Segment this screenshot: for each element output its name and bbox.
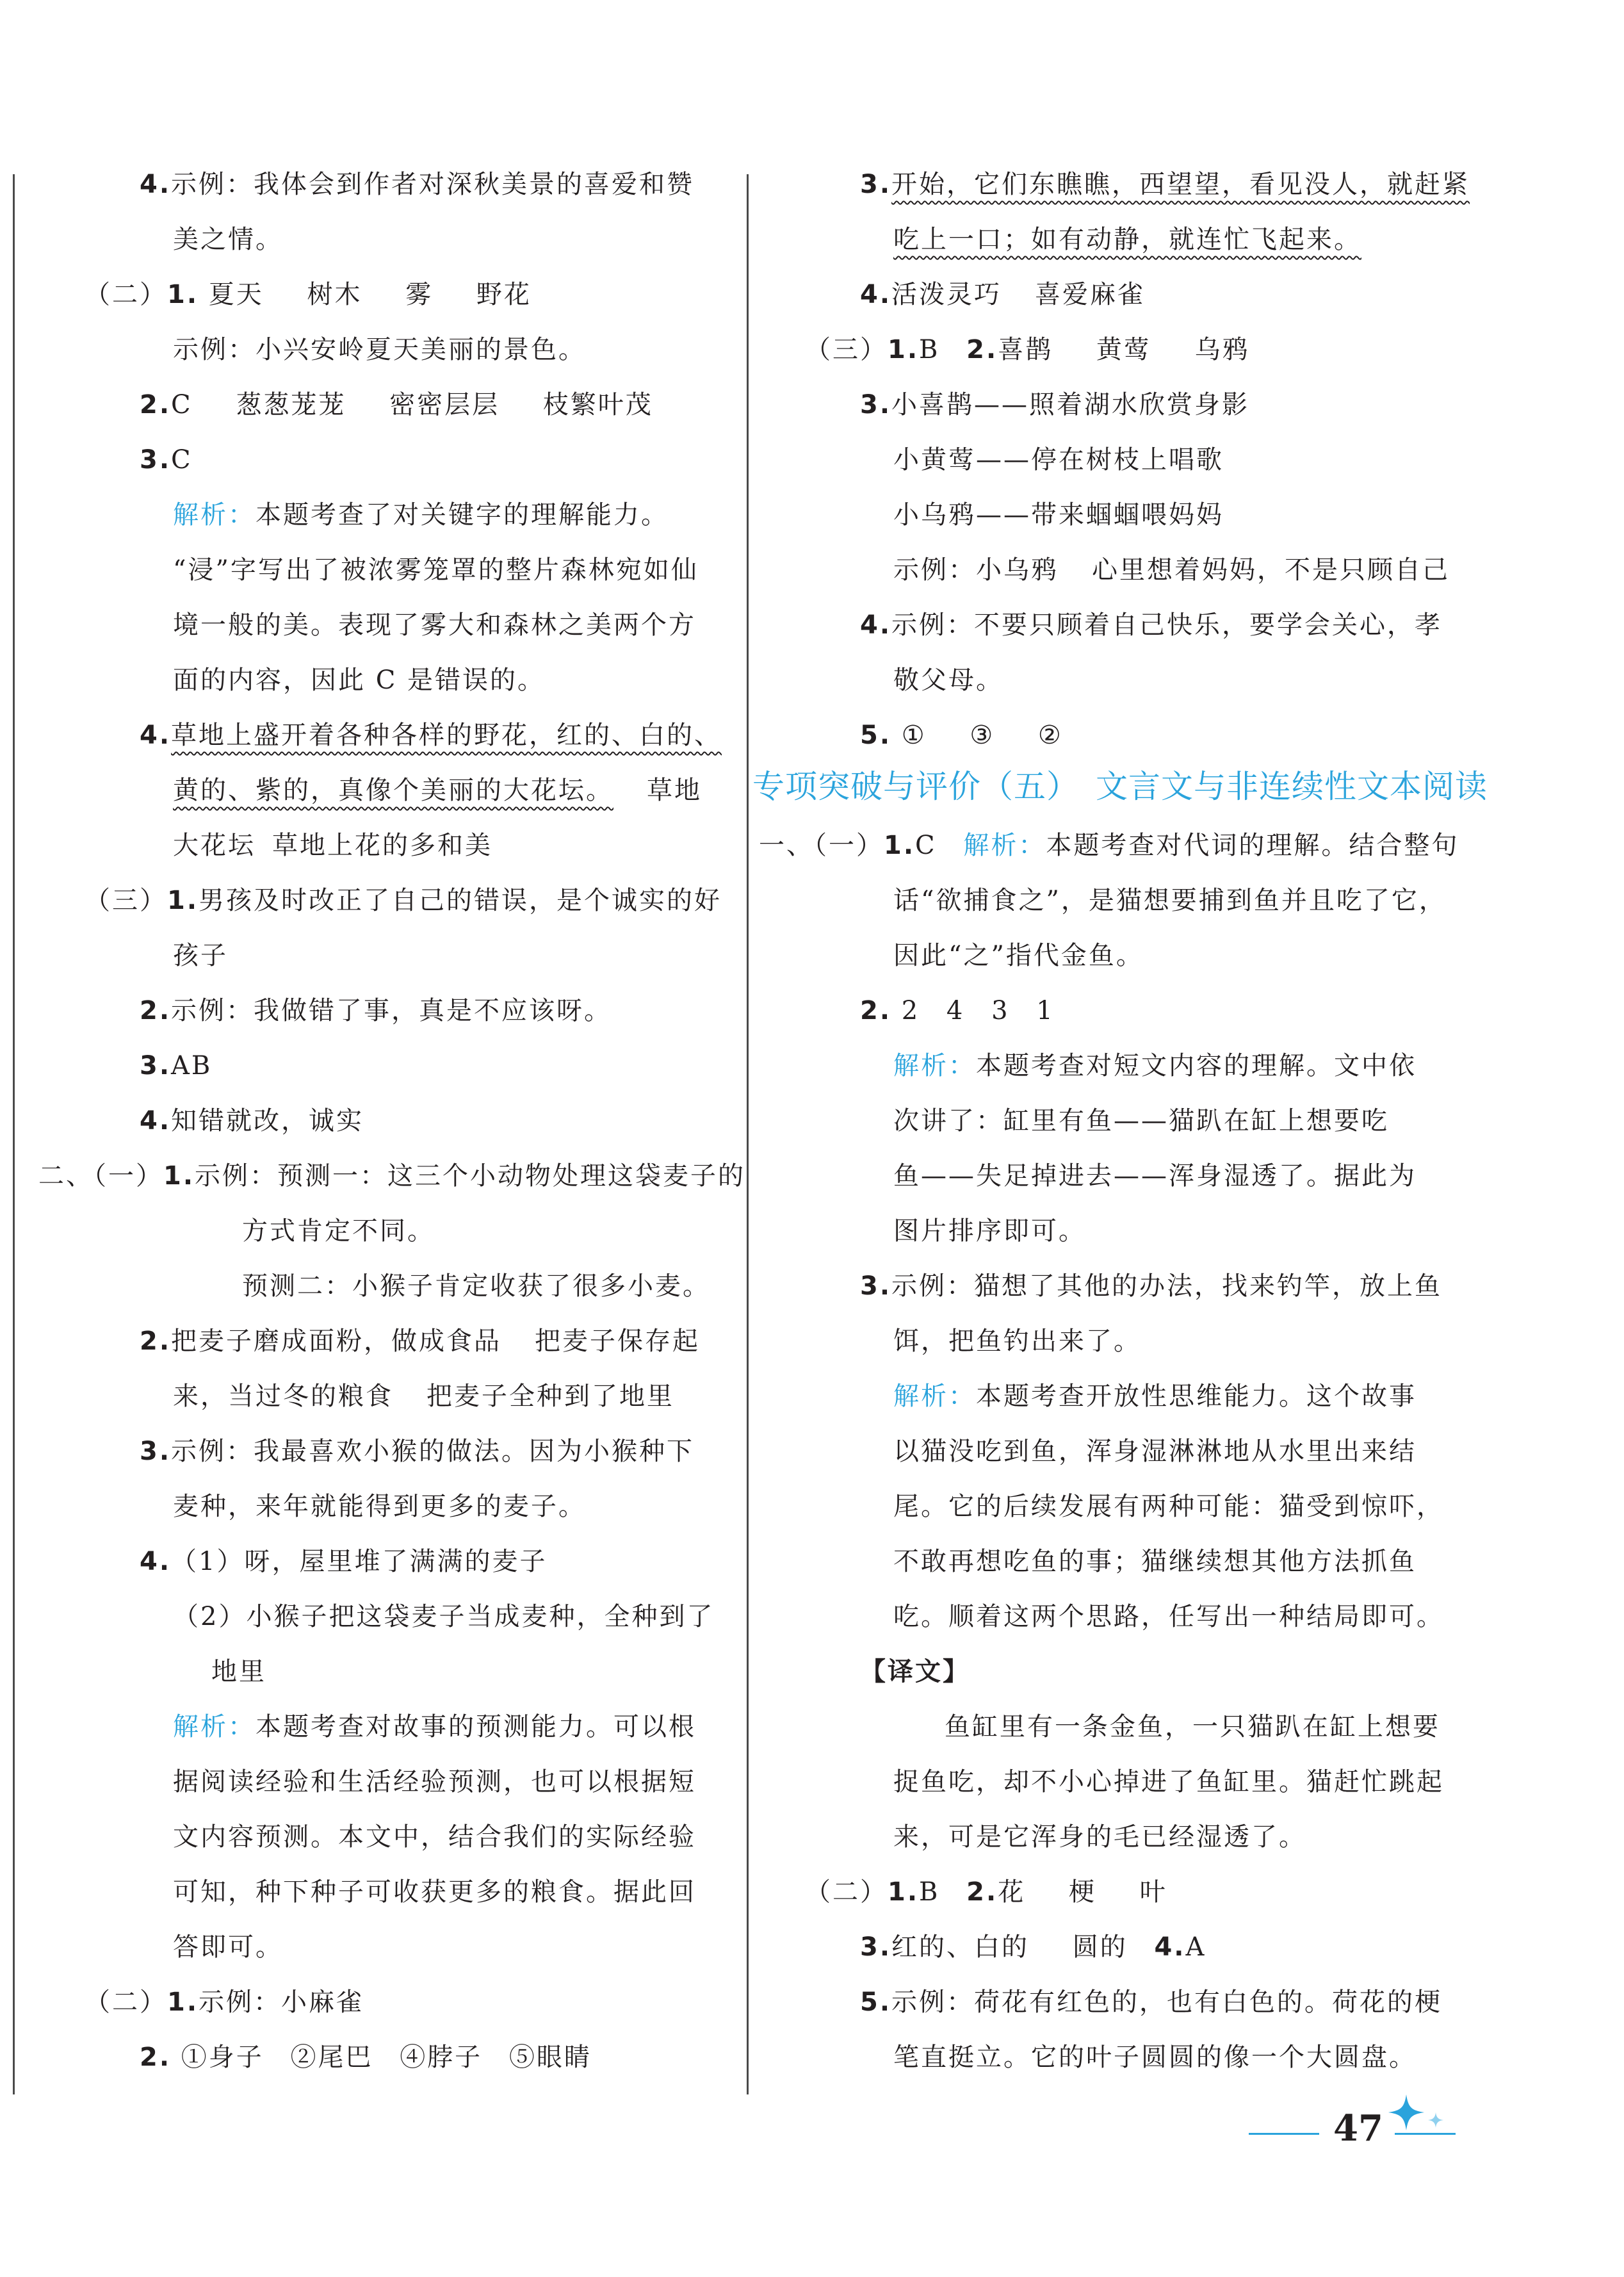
section-title: 专项突破与评价（五） 文言文与非连续性文本阅读 [752, 768, 1488, 805]
analysis-r-part1-3-line-1: 解析：本题考查开放性思维能力。这个故事 [893, 1382, 1417, 1411]
left-margin-rule [13, 174, 15, 2094]
answer-part2-3-line-2: 麦种，来年就能得到更多的麦子。 [173, 1492, 586, 1521]
answer-3-3: 3.AB [140, 1051, 213, 1081]
analysis-part2-4-line-2: 据阅读经验和生活经验预测，也可以根据短 [173, 1767, 696, 1797]
analysis-label: 解析： [963, 831, 1046, 860]
answer-2-4-line-1: 4.草地上盛开着各种各样的野花，红的、白的、 [140, 721, 722, 750]
analysis-r-part1-2-line-2: 次讲了：缸里有鱼——猫趴在缸上想要吃 [893, 1106, 1389, 1136]
answer-2-4-line-2: 黄的、紫的，真像个美丽的大花坛。 草地 [173, 776, 702, 805]
analysis-part2-4-line-5: 答即可。 [173, 1932, 283, 1962]
answer-part2-1: 二、（一）1.示例：预测一：这三个小动物处理这袋麦子的 [38, 1161, 746, 1191]
answer-2-4-line-3: 大花坛 草地上花的多和美 [173, 831, 492, 860]
sparkle-icon [1383, 2093, 1454, 2132]
footer-line-right [1395, 2133, 1456, 2135]
answer-part2b-2: 2. ①身子 ②尾巴 ④脖子 ⑤眼睛 [140, 2043, 592, 2072]
answer-r-4: 4.活泼灵巧 喜爱麻雀 [860, 280, 1146, 309]
analysis-label: 解析： [173, 1712, 256, 1742]
answer-r-p3-3-line-3: 小乌鸦——带来蝈蝈喂妈妈 [893, 500, 1224, 530]
answer-4-line: 4.示例：我体会到作者对深秋美景的喜爱和赞 [140, 170, 695, 199]
answer-r-p3-4-line-2: 敬父母。 [893, 665, 1003, 695]
answer-part2-1-line-2: 方式肯定不同。 [242, 1216, 435, 1246]
answer-r-p3-1: （三）1.B 2.喜鹊 黄莺 乌鸦 [805, 335, 1250, 364]
analysis-r-part1-3-line-4: 不敢再想吃鱼的事；猫继续想其他方法抓鱼 [893, 1547, 1417, 1576]
analysis-label: 解析： [893, 1382, 976, 1411]
answer-r-part2-3: 3.红的、白的 圆的 4.A [860, 1932, 1206, 1962]
analysis-r-part1-3-line-3: 尾。它的后续发展有两种可能：猫受到惊吓， [893, 1492, 1444, 1521]
answer-part2-4-line-3: 地里 [211, 1657, 266, 1686]
analysis-label: 解析： [173, 500, 256, 530]
answer-r-part2-5: 5.示例：荷花有红色的，也有白色的。荷花的梗 [860, 1987, 1443, 2017]
answer-r-3-line-2: 吃上一口；如有动静，就连忙飞起来。 [893, 225, 1361, 254]
footer-line-left [1249, 2133, 1319, 2135]
answer-3-2: 2.示例：我做错了事，真是不应该呀。 [140, 996, 612, 1025]
answer-r-p3-3-line-2: 小黄莺——停在树枝上唱歌 [893, 445, 1224, 475]
answer-r-part1-1: 一、（一）1.C 解析：本题考查对代词的理解。结合整句 [759, 831, 1459, 860]
answer-r-p3-3-example: 示例：小乌鸦 心里想着妈妈，不是只顾自己 [893, 555, 1450, 585]
answer-3-1: （三）1.男孩及时改正了自己的错误，是个诚实的好 [85, 886, 722, 915]
analysis-r-part1-3-line-5: 吃。顺着这两个思路，任写出一种结局即可。 [893, 1602, 1444, 1631]
analysis-r-part1-2-line-3: 鱼——失足掉进去——浑身湿透了。据此为 [893, 1161, 1417, 1191]
analysis-r-part1-2-line-1: 解析：本题考查对短文内容的理解。文中依 [893, 1051, 1417, 1081]
answer-4-line-2: 美之情。 [173, 225, 283, 254]
analysis-part2-4-line-3: 文内容预测。本文中，结合我们的实际经验 [173, 1822, 696, 1852]
answer-r-part1-3-line-2: 饵，把鱼钓出来了。 [893, 1326, 1141, 1356]
answer-3-1-line-2: 孩子 [173, 941, 228, 970]
answer-r-part1-3: 3.示例：猫想了其他的办法，找来钓竿，放上鱼 [860, 1271, 1443, 1301]
analysis-r-part1-3-line-2: 以猫没吃到鱼，浑身湿淋淋地从水里出来结 [893, 1437, 1417, 1466]
answer-2-1: （二）1. 夏天 树木 雾 野花 [85, 280, 532, 309]
answer-part2-3: 3.示例：我最喜欢小猴的做法。因为小猴种下 [140, 1437, 695, 1466]
answer-part2b-1: （二）1.示例：小麻雀 [85, 1987, 364, 2017]
page-number: 47 [1333, 2107, 1383, 2150]
translation-line-2: 捉鱼吃，却不小心掉进了鱼缸里。猫赶忙跳起 [893, 1767, 1444, 1797]
answer-2-1-example: 示例：小兴安岭夏天美丽的景色。 [173, 335, 586, 364]
analysis-part2-4-line-1: 解析：本题考查对故事的预测能力。可以根 [173, 1712, 696, 1742]
answer-part2-4-line-2: （2）小猴子把这袋麦子当成麦种，全种到了 [173, 1602, 715, 1631]
translation-line-1: 鱼缸里有一条金鱼，一只猫趴在缸上想要 [945, 1712, 1440, 1742]
analysis-2-3-line-1: 解析：本题考查了对关键字的理解能力。 [173, 500, 669, 530]
answer-r-p3-4: 4.示例：不要只顾着自己快乐，要学会关心，孝 [860, 610, 1443, 640]
analysis-2-3-line-3: 境一般的美。表现了雾大和森林之美两个方 [173, 610, 696, 640]
answer-part2-4: 4.（1）呀，屋里堆了满满的麦子 [140, 1547, 548, 1576]
answer-r-3: 3.开始，它们东瞧瞧，西望望，看见没人，就赶紧 [860, 170, 1470, 199]
center-column-rule [747, 174, 749, 2094]
analysis-r-part1-2-line-4: 图片排序即可。 [893, 1216, 1086, 1246]
answer-2-3: 3.C [140, 445, 193, 475]
answer-part2-2-line-2: 来，当过冬的粮食 把麦子全种到了地里 [173, 1382, 674, 1411]
answer-part2-1-line-3: 预测二：小猴子肯定收获了很多小麦。 [242, 1271, 710, 1301]
analysis-part2-4-line-4: 可知，种下种子可收获更多的粮食。据此回 [173, 1877, 696, 1907]
answer-part2-2: 2.把麦子磨成面粉，做成食品 把麦子保存起 [140, 1326, 701, 1356]
analysis-2-3-line-2: “浸”字写出了被浓雾笼罩的整片森林宛如仙 [173, 555, 699, 585]
analysis-label: 解析： [893, 1051, 976, 1081]
answer-2-2: 2.C 葱葱茏茏 密密层层 枝繁叶茂 [140, 390, 653, 420]
analysis-2-3-line-4: 面的内容，因此 C 是错误的。 [173, 665, 546, 695]
answer-r-part2-5-line-2: 笔直挺立。它的叶子圆圆的像一个大圆盘。 [893, 2043, 1417, 2072]
answer-r-p3-5: 5. ① ③ ② [860, 721, 1063, 750]
answer-r-p3-3: 3.小喜鹊——照着湖水欣赏身影 [860, 390, 1250, 420]
answer-r-part1-2: 2. 2 4 3 1 [860, 996, 1055, 1025]
answer-r-part2-1: （二）1.B 2.花 梗 叶 [805, 1877, 1167, 1907]
answer-3-4: 4.知错就改，诚实 [140, 1106, 364, 1136]
answer-r-part1-1-line-3: 因此“之”指代金鱼。 [893, 941, 1144, 970]
translation-label: 【译文】 [860, 1656, 970, 1686]
answer-r-part1-1-line-2: 话“欲捕食之”，是猫想要捕到鱼并且吃了它， [893, 886, 1447, 915]
translation-line-3: 来，可是它浑身的毛已经湿透了。 [893, 1822, 1306, 1852]
